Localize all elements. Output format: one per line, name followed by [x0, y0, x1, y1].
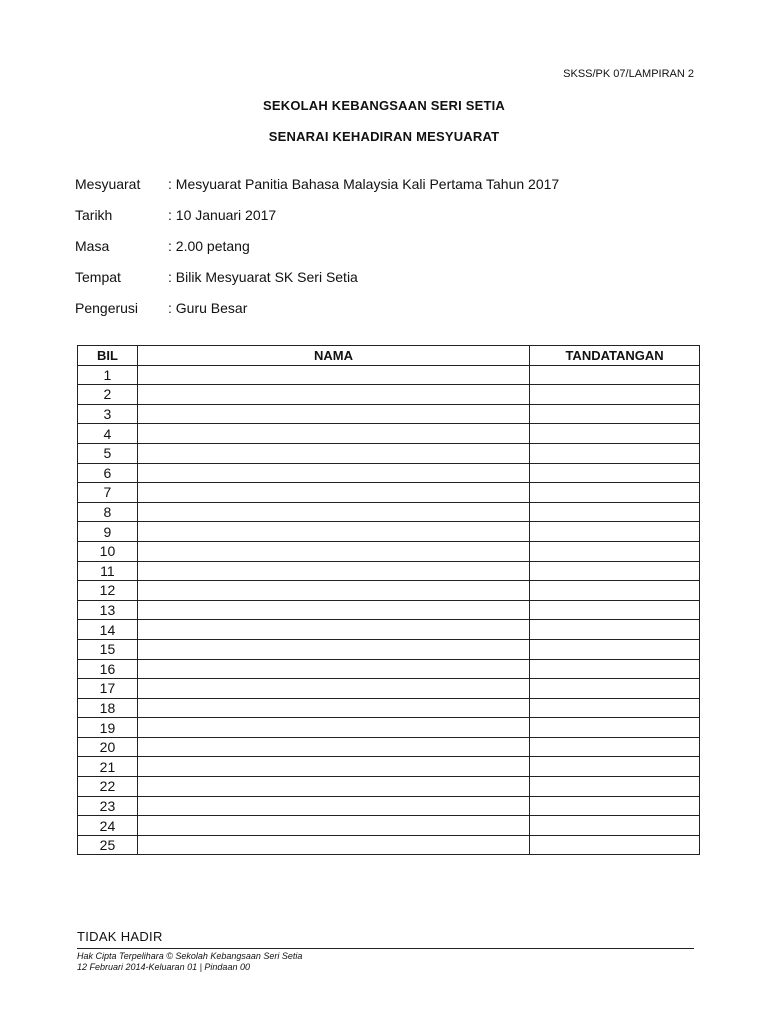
signature-cell[interactable]	[530, 679, 700, 699]
info-row-date	[75, 207, 559, 238]
row-number: 16	[78, 659, 138, 679]
table-row	[78, 757, 700, 777]
row-number: 12	[78, 581, 138, 601]
footer	[77, 951, 302, 973]
table-row	[78, 659, 700, 679]
signature-cell[interactable]	[530, 718, 700, 738]
header-nama: NAMA	[137, 346, 529, 366]
absent-heading: TIDAK HADIR	[77, 929, 163, 944]
table-row	[78, 835, 700, 855]
name-cell[interactable]	[137, 541, 529, 561]
table-row	[78, 777, 700, 797]
table-row	[78, 796, 700, 816]
info-value: : 10 Januari 2017	[168, 207, 277, 223]
name-cell[interactable]	[137, 463, 529, 483]
signature-cell[interactable]	[530, 522, 700, 542]
table-row	[78, 424, 700, 444]
row-number: 15	[78, 639, 138, 659]
signature-cell[interactable]	[530, 581, 700, 601]
document-title: SENARAI KEHADIRAN MESYUARAT	[268, 129, 500, 144]
signature-cell[interactable]	[530, 620, 700, 640]
signature-cell[interactable]	[530, 483, 700, 503]
row-number: 22	[78, 777, 138, 797]
name-cell[interactable]	[137, 718, 529, 738]
table-row	[78, 385, 700, 405]
table-row	[78, 365, 700, 385]
signature-cell[interactable]	[530, 835, 700, 855]
info-row-chairperson	[75, 300, 559, 331]
signature-cell[interactable]	[530, 796, 700, 816]
name-cell[interactable]	[137, 816, 529, 836]
info-row-meeting	[75, 176, 559, 207]
name-cell[interactable]	[137, 737, 529, 757]
row-number: 19	[78, 718, 138, 738]
signature-cell[interactable]	[530, 600, 700, 620]
table-row	[78, 463, 700, 483]
row-number: 18	[78, 698, 138, 718]
table-row	[78, 443, 700, 463]
name-cell[interactable]	[137, 365, 529, 385]
row-number: 3	[78, 404, 138, 424]
name-cell[interactable]	[137, 600, 529, 620]
name-cell[interactable]	[137, 385, 529, 405]
row-number: 8	[78, 502, 138, 522]
name-cell[interactable]	[137, 757, 529, 777]
revision-line: 12 Februari 2014-Keluaran 01 | Pindaan 00	[77, 962, 250, 972]
table-row	[78, 404, 700, 424]
signature-cell[interactable]	[530, 698, 700, 718]
table-row	[78, 737, 700, 757]
row-number: 14	[78, 620, 138, 640]
signature-cell[interactable]	[530, 659, 700, 679]
table-row	[78, 561, 700, 581]
copyright-line: Hak Cipta Terpelihara © Sekolah Kebangsaan Seri Setia	[77, 951, 303, 961]
name-cell[interactable]	[137, 698, 529, 718]
table-row	[78, 698, 700, 718]
table-row	[78, 639, 700, 659]
info-value: : 2.00 petang	[168, 238, 250, 254]
signature-cell[interactable]	[530, 777, 700, 797]
signature-cell[interactable]	[530, 502, 700, 522]
info-value: : Bilik Mesyuarat SK Seri Setia	[168, 269, 358, 285]
signature-cell[interactable]	[530, 365, 700, 385]
document-reference: SKSS/PK 07/LAMPIRAN 2	[563, 68, 694, 80]
name-cell[interactable]	[137, 483, 529, 503]
row-number: 7	[78, 483, 138, 503]
signature-cell[interactable]	[530, 816, 700, 836]
table-row	[78, 483, 700, 503]
row-number: 11	[78, 561, 138, 581]
name-cell[interactable]	[137, 443, 529, 463]
info-label: Pengerusi	[75, 300, 139, 316]
table-row	[78, 679, 700, 699]
signature-cell[interactable]	[530, 737, 700, 757]
table-header-row	[78, 346, 700, 366]
signature-cell[interactable]	[530, 757, 700, 777]
table-row	[78, 502, 700, 522]
row-number: 13	[78, 600, 138, 620]
name-cell[interactable]	[137, 777, 529, 797]
info-label: Masa	[75, 238, 110, 254]
name-cell[interactable]	[137, 424, 529, 444]
header-bil: BIL	[78, 346, 138, 366]
signature-cell[interactable]	[530, 424, 700, 444]
info-label: Tarikh	[75, 207, 113, 223]
signature-cell[interactable]	[530, 463, 700, 483]
school-name: SEKOLAH KEBANGSAAN SERI SETIA	[263, 98, 505, 113]
table-row	[78, 541, 700, 561]
attendance-table	[77, 345, 700, 855]
name-cell[interactable]	[137, 561, 529, 581]
row-number: 5	[78, 443, 138, 463]
name-cell[interactable]	[137, 404, 529, 424]
row-number: 20	[78, 737, 138, 757]
table-row	[78, 718, 700, 738]
meeting-info	[75, 176, 559, 331]
signature-cell[interactable]	[530, 561, 700, 581]
row-number: 6	[78, 463, 138, 483]
table-row	[78, 522, 700, 542]
table-row	[78, 600, 700, 620]
name-cell[interactable]	[137, 659, 529, 679]
info-label: Tempat	[75, 269, 121, 285]
header-tandatangan: TANDATANGAN	[530, 346, 700, 366]
info-value: : Mesyuarat Panitia Bahasa Malaysia Kali Pertama Tahun 2017	[168, 176, 560, 192]
name-cell[interactable]	[137, 639, 529, 659]
info-value: : Guru Besar	[168, 300, 248, 316]
name-cell[interactable]	[137, 620, 529, 640]
row-number: 9	[78, 522, 138, 542]
info-row-venue	[75, 269, 559, 300]
name-cell[interactable]	[137, 502, 529, 522]
row-number: 10	[78, 541, 138, 561]
table-row	[78, 581, 700, 601]
footer-divider	[77, 948, 694, 949]
name-cell[interactable]	[137, 835, 529, 855]
info-row-time	[75, 238, 559, 269]
info-label: Mesyuarat	[75, 176, 141, 192]
name-cell[interactable]	[137, 796, 529, 816]
row-number: 4	[78, 424, 138, 444]
row-number: 24	[78, 816, 138, 836]
row-number: 1	[78, 365, 138, 385]
signature-cell[interactable]	[530, 639, 700, 659]
table-row	[78, 816, 700, 836]
row-number: 17	[78, 679, 138, 699]
signature-cell[interactable]	[530, 541, 700, 561]
table-row	[78, 620, 700, 640]
signature-cell[interactable]	[530, 385, 700, 405]
signature-cell[interactable]	[530, 404, 700, 424]
row-number: 2	[78, 385, 138, 405]
signature-cell[interactable]	[530, 443, 700, 463]
name-cell[interactable]	[137, 679, 529, 699]
row-number: 25	[78, 835, 138, 855]
row-number: 21	[78, 757, 138, 777]
name-cell[interactable]	[137, 581, 529, 601]
name-cell[interactable]	[137, 522, 529, 542]
row-number: 23	[78, 796, 138, 816]
